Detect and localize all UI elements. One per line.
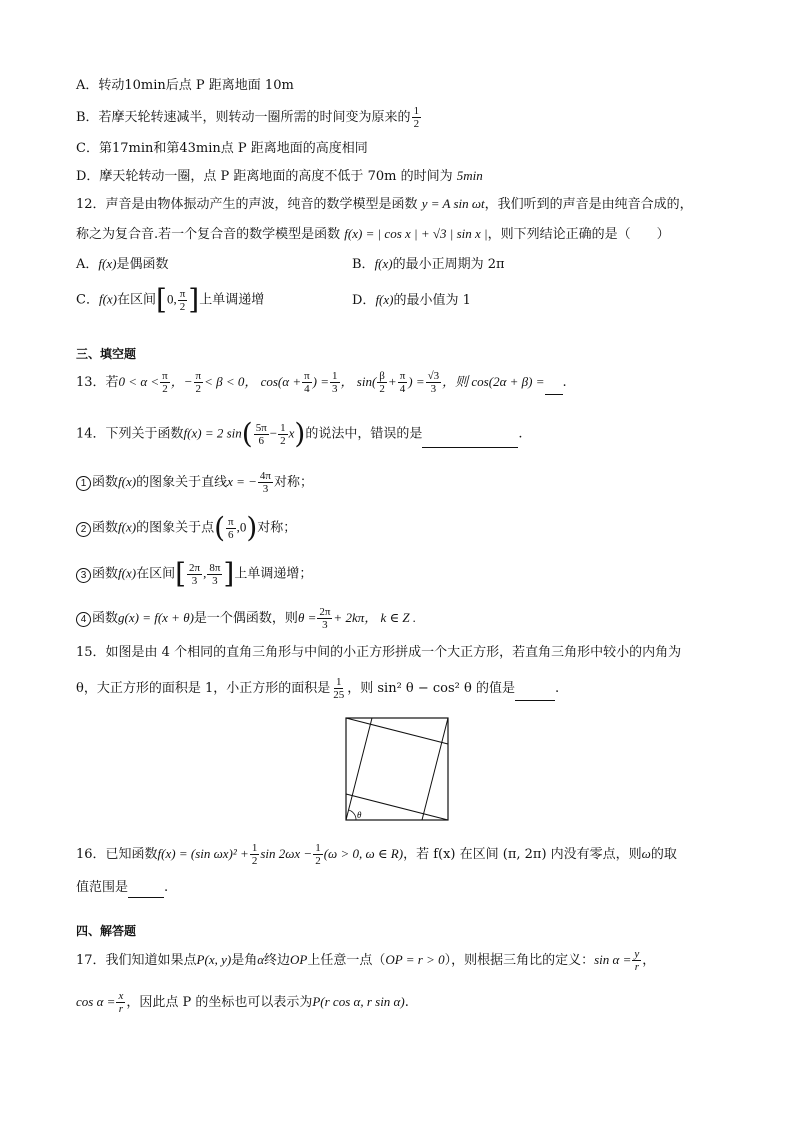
option-label: A． bbox=[76, 257, 99, 272]
fraction bbox=[160, 370, 170, 395]
q11-option-b-text: B．若摩天轮转速减半，则转动一圈所需的时间变为原来的 bbox=[76, 110, 411, 125]
math: f(x) bbox=[118, 474, 137, 489]
math: θ = bbox=[297, 610, 317, 625]
numerator: β bbox=[379, 370, 385, 382]
denominator: 2 bbox=[280, 434, 286, 447]
q12-pure-tone-formula: y = A sin ωt bbox=[421, 196, 485, 211]
q13-label: 13．若 bbox=[76, 375, 119, 390]
numerator: 1 bbox=[315, 842, 321, 854]
answer-blank[interactable] bbox=[422, 447, 518, 448]
q11-option-d bbox=[76, 166, 724, 187]
text: 的取 bbox=[650, 847, 677, 862]
text: ，因此点 P 的坐标也可以表示为 bbox=[126, 995, 313, 1010]
numerator: 1 bbox=[280, 421, 286, 434]
math: cos α = bbox=[76, 994, 116, 1009]
fraction bbox=[178, 288, 188, 313]
answer-blank[interactable] bbox=[128, 897, 164, 898]
numerator: π bbox=[179, 287, 186, 300]
period: . bbox=[164, 880, 169, 895]
fraction bbox=[331, 676, 346, 701]
text: 函数 bbox=[92, 566, 119, 582]
fraction bbox=[412, 105, 422, 130]
text: ），则根据三角比的定义： bbox=[444, 953, 595, 968]
period: . bbox=[518, 426, 523, 442]
numerator: y bbox=[634, 948, 640, 960]
option-math: f(x) bbox=[98, 291, 117, 307]
interval-start: 0, bbox=[166, 291, 177, 307]
numerator: √3 bbox=[427, 370, 440, 382]
q12-stem-line2 bbox=[76, 224, 724, 245]
bracket-left: [ bbox=[175, 557, 187, 590]
q16-line1 bbox=[76, 842, 724, 867]
q14-stem bbox=[76, 417, 724, 450]
fraction bbox=[377, 370, 387, 395]
fraction bbox=[207, 562, 222, 587]
text: 是角 bbox=[231, 953, 258, 968]
q12-stem-text2: 称之为复合音.若一个复合音的数学模型是函数 bbox=[76, 227, 341, 242]
q12-stem-question: ，则下列结论正确的是（ ） bbox=[487, 227, 670, 242]
q11-option-c: C．第17min和第43min点 P 距离地面的高度相同 bbox=[76, 141, 368, 156]
denominator: 6 bbox=[228, 528, 234, 541]
fraction bbox=[187, 562, 202, 587]
denominator: 2 bbox=[379, 383, 385, 395]
numerator: 2π bbox=[319, 606, 331, 618]
period: . bbox=[562, 375, 567, 390]
fraction bbox=[330, 370, 340, 395]
option-label: B． bbox=[352, 257, 375, 272]
text: 的图象关于点 bbox=[136, 520, 215, 536]
pinwheel-square-figure bbox=[344, 716, 450, 822]
comma: ， bbox=[642, 953, 656, 968]
math: OP = r > 0 bbox=[385, 952, 445, 967]
denominator: 4 bbox=[399, 383, 406, 395]
q15-line2 bbox=[76, 676, 724, 701]
numerator: π bbox=[162, 370, 168, 382]
circled-number: 4 bbox=[76, 612, 91, 627]
q17-label: 17．我们知道如果点 bbox=[76, 953, 197, 968]
option-label: C． bbox=[76, 292, 99, 308]
denominator: 2 bbox=[179, 300, 186, 313]
q12-compound-tone-formula: f(x) = | cos x | + √3 | sin x | bbox=[344, 226, 488, 241]
math: ， sin( bbox=[340, 374, 377, 389]
option-text: 的最小值为 1 bbox=[393, 293, 471, 308]
math: g(x) = f(x + θ) bbox=[118, 610, 194, 625]
math: f(x) bbox=[118, 519, 137, 535]
math: sin 2ωx − bbox=[260, 846, 313, 861]
fraction bbox=[250, 842, 260, 867]
numerator: 1 bbox=[251, 842, 258, 854]
numerator: π bbox=[399, 370, 406, 382]
math: P(r cos α, r sin α) bbox=[312, 994, 405, 1009]
text: 终边 bbox=[264, 953, 291, 968]
math: − bbox=[269, 425, 278, 441]
denominator: 2 bbox=[195, 383, 202, 395]
fraction bbox=[194, 370, 204, 395]
text: 的图象关于直线 bbox=[136, 475, 228, 490]
q12-stem-text-post: ，我们听到的声音是由纯音合成的， bbox=[484, 197, 693, 212]
math: ) = bbox=[408, 374, 425, 389]
paren-right: ) bbox=[294, 417, 306, 450]
math: x bbox=[288, 425, 295, 441]
math: ,0 bbox=[236, 519, 247, 535]
paren-right: ) bbox=[246, 511, 258, 544]
fraction bbox=[116, 990, 125, 1015]
math: 0 < α < bbox=[118, 374, 160, 389]
denominator: 3 bbox=[212, 574, 218, 587]
bracket-right: ] bbox=[188, 283, 200, 316]
math: OP bbox=[290, 952, 308, 967]
q12-option-b bbox=[352, 254, 724, 275]
numerator: π bbox=[228, 515, 234, 528]
text: 函数 bbox=[92, 520, 119, 536]
q14-item-2 bbox=[76, 511, 724, 544]
period: . bbox=[554, 681, 560, 696]
q16-line2 bbox=[76, 878, 724, 898]
answer-blank[interactable] bbox=[515, 700, 555, 701]
text: 上任意一点（ bbox=[307, 953, 386, 968]
option-math: f(x) bbox=[374, 256, 393, 271]
q12-option-d bbox=[352, 290, 724, 311]
denominator: 3 bbox=[191, 574, 198, 587]
text: ，若 f(x) 在区间 (π, 2π) 内没有零点，则 bbox=[403, 847, 642, 862]
math: x = − bbox=[227, 474, 257, 489]
fraction bbox=[226, 516, 236, 541]
math: ，则 cos(2α + β) = bbox=[442, 374, 545, 389]
angle-arc bbox=[349, 810, 356, 820]
numerator: 1 bbox=[332, 370, 338, 382]
triangle-edge bbox=[346, 718, 372, 820]
fraction bbox=[426, 370, 442, 395]
math: ，− bbox=[170, 374, 193, 389]
q13 bbox=[76, 370, 724, 395]
numerator: 2π bbox=[189, 561, 201, 574]
denominator: 6 bbox=[258, 434, 264, 447]
text: 函数 bbox=[92, 611, 119, 626]
denominator: 2 bbox=[315, 855, 321, 867]
denominator: 3 bbox=[322, 619, 328, 631]
math: sin α = bbox=[594, 952, 632, 967]
q11-option-d-value: 5min bbox=[456, 168, 483, 183]
text: ，则 sin² θ − cos² θ 的值是 bbox=[347, 681, 515, 696]
numerator: π bbox=[304, 370, 310, 382]
denominator: 4 bbox=[304, 383, 310, 395]
denominator: r bbox=[634, 961, 639, 973]
bracket-right: ] bbox=[223, 557, 235, 590]
denominator: 25 bbox=[333, 689, 345, 701]
text: 对称； bbox=[273, 475, 313, 490]
denominator: 2 bbox=[413, 118, 420, 130]
text: θ，大正方形的面积是 1，小正方形的面积是 bbox=[76, 681, 331, 696]
fraction bbox=[632, 948, 641, 973]
comma: , bbox=[203, 565, 207, 581]
option-label: D． bbox=[352, 293, 376, 308]
fraction bbox=[258, 470, 273, 495]
numerator: 1 bbox=[413, 105, 420, 117]
text: 在区间 bbox=[136, 566, 176, 582]
bracket-left: [ bbox=[156, 283, 167, 316]
q14-question: 的说法中，错误的是 bbox=[305, 426, 423, 442]
q16-label: 16．已知函数 bbox=[76, 847, 158, 862]
fraction bbox=[317, 606, 332, 631]
denominator: 2 bbox=[162, 383, 168, 395]
denominator: 2 bbox=[251, 855, 258, 867]
fraction bbox=[278, 422, 288, 447]
math: α bbox=[257, 952, 265, 967]
q17-line2 bbox=[76, 990, 724, 1015]
math: f(x) = (sin ωx)² + bbox=[157, 846, 249, 861]
q15-line1: 15．如图是由 4 个相同的直角三角形与中间的小正方形拼成一个大正方形，若直角三角形中较小的内角为 bbox=[76, 645, 682, 660]
q14-item-4 bbox=[76, 606, 724, 631]
big-square bbox=[346, 718, 448, 820]
math: ω bbox=[641, 846, 651, 861]
denominator: r bbox=[118, 1003, 124, 1015]
option-text-post: 上单调递增 bbox=[199, 292, 265, 308]
q12-stem-line1 bbox=[76, 194, 724, 215]
q14-item-3 bbox=[76, 557, 724, 590]
period: . bbox=[404, 995, 409, 1010]
fraction bbox=[254, 422, 269, 447]
circled-number: 3 bbox=[76, 568, 91, 583]
numerator: x bbox=[118, 990, 124, 1002]
denominator: 3 bbox=[430, 383, 437, 395]
numerator: 1 bbox=[335, 676, 342, 688]
triangle-edge bbox=[346, 718, 448, 744]
paren-left: ( bbox=[241, 417, 253, 450]
numerator: 5π bbox=[255, 421, 267, 434]
math: < β < 0， cos(α + bbox=[204, 374, 302, 389]
math: f(x) = 2 sin bbox=[183, 425, 242, 441]
math: + bbox=[387, 374, 397, 389]
numerator: 4π bbox=[259, 470, 271, 482]
option-text: 在区间 bbox=[117, 292, 157, 308]
fraction bbox=[398, 370, 408, 395]
fraction bbox=[313, 842, 323, 867]
option-math: f(x) bbox=[375, 292, 394, 307]
answer-blank[interactable] bbox=[545, 394, 563, 395]
text: 上单调递增； bbox=[234, 566, 313, 582]
math: (ω > 0, ω ∈ R) bbox=[323, 846, 404, 861]
q11-option-b bbox=[76, 105, 724, 130]
q11-option-a: A．转动10min后点 P 距离地面 10m bbox=[76, 78, 294, 93]
math: f(x) bbox=[118, 565, 137, 581]
q12-stem-text: 12．声音是由物体振动产生的声波，纯音的数学模型是函数 bbox=[76, 197, 418, 212]
option-math: f(x) bbox=[98, 256, 117, 271]
text: 值范围是 bbox=[76, 880, 129, 895]
option-text: 的最小正周期为 2π bbox=[392, 257, 505, 272]
section-heading-fill-blank: 三、填空题 bbox=[76, 347, 137, 361]
text: 是一个偶函数，则 bbox=[193, 611, 298, 626]
q14-item-1 bbox=[76, 470, 724, 495]
numerator: π bbox=[195, 370, 202, 382]
theta-label: θ bbox=[357, 810, 362, 820]
math: ) = bbox=[312, 374, 330, 389]
text: 函数 bbox=[92, 475, 119, 490]
q14-label: 14．下列关于函数 bbox=[76, 426, 184, 442]
numerator: 8π bbox=[209, 561, 221, 574]
triangle-edge bbox=[422, 718, 448, 820]
text: 对称； bbox=[257, 520, 297, 536]
q11-option-d-text: D．摩天轮转动一圈，点 P 距离地面的高度不低于 70m 的时间为 bbox=[76, 169, 453, 184]
math: + 2kπ， k ∈ Z . bbox=[333, 610, 417, 625]
denominator: 3 bbox=[332, 383, 338, 395]
q17-line1 bbox=[76, 948, 724, 973]
math: P(x, y) bbox=[196, 952, 232, 967]
paren-left: ( bbox=[214, 511, 226, 544]
circled-number: 1 bbox=[76, 476, 91, 491]
option-text: 是偶函数 bbox=[116, 257, 169, 272]
section-heading-solutions: 四、解答题 bbox=[76, 924, 137, 938]
circled-number: 2 bbox=[76, 522, 91, 537]
denominator: 3 bbox=[262, 483, 269, 495]
fraction bbox=[302, 370, 312, 395]
